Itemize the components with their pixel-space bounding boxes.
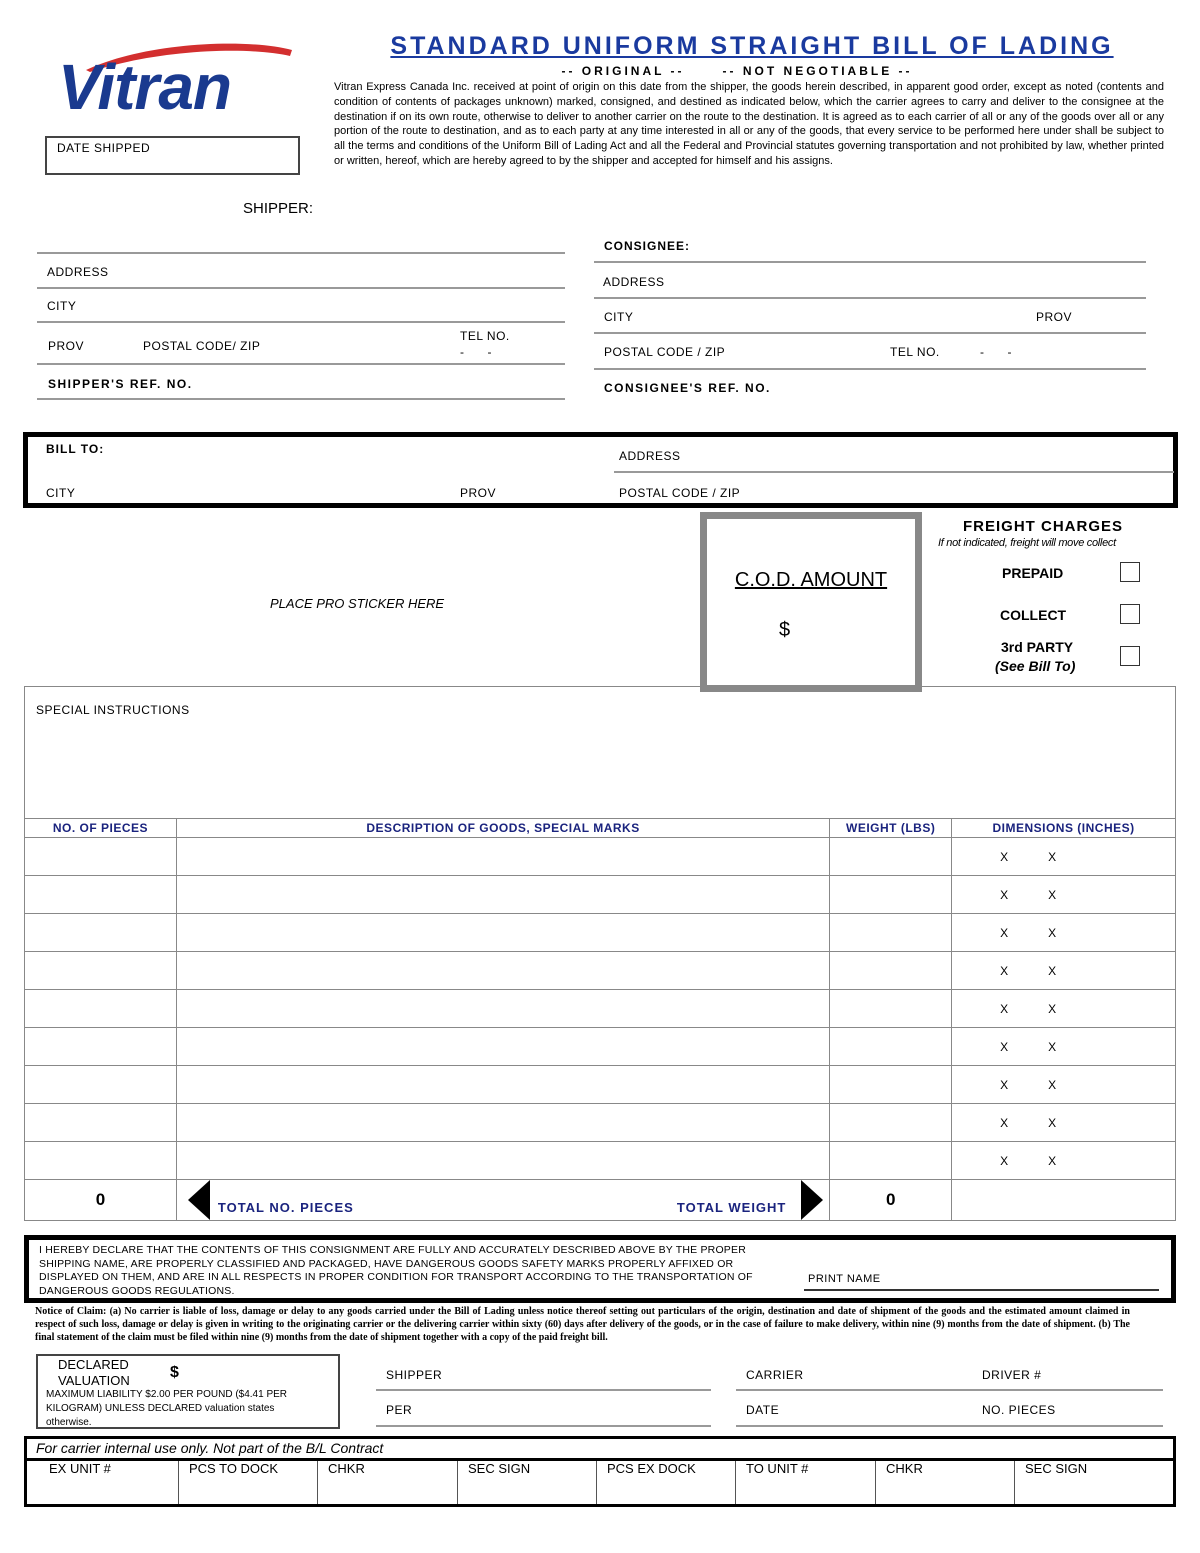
shipper-label: SHIPPER: [243, 200, 314, 217]
weight-cell[interactable] [830, 1104, 952, 1142]
dim-separator: X [1000, 849, 1009, 864]
collect-checkbox[interactable] [1120, 604, 1140, 624]
weight-cell[interactable] [830, 876, 952, 914]
print-name-label: PRINT NAME [808, 1273, 881, 1285]
shipper-name-line[interactable] [37, 252, 565, 254]
totals-row [25, 1180, 1176, 1221]
dim-separator: X [1000, 925, 1009, 940]
bill-to-postal-label: POSTAL CODE / ZIP [619, 486, 741, 500]
pro-sticker-placeholder: PLACE PRO STICKER HERE [270, 596, 445, 611]
dim-separator: X [1000, 1153, 1009, 1168]
dim-separator: X [1048, 963, 1057, 978]
dim-separator: X [1000, 1115, 1009, 1130]
dim-separator: X [1048, 887, 1057, 902]
sig-carrier-line[interactable] [736, 1389, 1163, 1391]
table-row [25, 990, 1176, 1028]
third-party-checkbox[interactable] [1120, 646, 1140, 666]
shipper-address-line[interactable] [37, 287, 565, 289]
valuation-currency: $ [170, 1364, 179, 1381]
table-row [25, 914, 1176, 952]
dim-separator: X [1000, 887, 1009, 902]
shipper-address-label: ADDRESS [47, 265, 109, 279]
carrier-field[interactable] [317, 1461, 457, 1504]
dimensions-cell[interactable] [952, 1104, 1176, 1142]
dimensions-cell[interactable] [952, 838, 1176, 876]
shipper-postal-label: POSTAL CODE/ ZIP [143, 339, 261, 353]
goods-header-row [25, 819, 1176, 838]
consignee-city-line[interactable] [594, 332, 1146, 334]
bill-to-prov-label: PROV [460, 486, 497, 500]
description-cell[interactable] [176, 1104, 829, 1142]
terms-paragraph: Vitran Express Canada Inc. received at point of origin on this date from the shipper, the goods herein described, in apparent good order, except as noted (contents and condition of contents of packages unknown) marked, consigned, and destined as indicated below, which the carrier agrees to carry and deliver to the consignee at the destination if on its own route, otherwise to deliver to another carrier on the route to the destination. It is agreed as to each carrier of all or any of the goods over all or any portion of the route to destination, and as to each party at any time interested in all or any of the goods, that every service to be performed here under shall be subject to all the terms and conditions of the Uniform Bill of Lading Act and all the Federal and Provincial statutes governing transportation and not prohibited by law, whether printed or written, hereof, which are hereby agreed to by the shipper and accepted for himself and his assigns. [334, 81, 1164, 167]
valuation-label-2: VALUATION [58, 1373, 130, 1388]
weight-cell[interactable] [830, 914, 952, 952]
dim-separator: X [1000, 1001, 1009, 1016]
consignee-postal-line[interactable] [594, 368, 1146, 370]
freight-charges-title: FREIGHT CHARGES [963, 518, 1124, 535]
table-row [25, 1066, 1176, 1104]
carrier-field-label: SEC SIGN [468, 1461, 531, 1476]
carrier-field[interactable] [27, 1461, 178, 1504]
bill-to-box [23, 432, 1178, 508]
notice-of-claim: Notice of Claim: (a) No carrier is liable of loss, damage or delay to any goods carried under the Bill of Lading unless notice thereof setting out particulars of the origin, destination and date of shipment of the goods and the estimated amount claimed in respect of such loss, damage or delay is given in writing to the originating carrier or the delivering carrier within sixty (60) days after delivery of the goods, or in the case of failure to make delivery, within nine (9) months from the date of shipment. (b) The final statement of the claim must be filed within nine (9) months from the date of shipment together with a copy of the paid freight bill. [35, 1306, 1130, 1343]
logo-text: Vitran [58, 51, 231, 123]
consignee-tel-dashes: - - [980, 345, 1012, 359]
dim-separator: X [1048, 925, 1057, 940]
dimensions-cell[interactable] [952, 952, 1176, 990]
description-cell[interactable] [176, 1142, 829, 1180]
goods-body [25, 838, 1176, 1180]
table-row [25, 838, 1176, 876]
totals-empty-cell [952, 1180, 1176, 1221]
header-pieces: NO. OF PIECES [25, 819, 177, 838]
cod-amount-label: C.O.D. AMOUNT [734, 569, 888, 591]
table-row [25, 1142, 1176, 1180]
dimensions-cell[interactable] [952, 876, 1176, 914]
pieces-cell[interactable] [25, 1066, 177, 1104]
description-cell[interactable] [176, 952, 829, 990]
valuation-note: MAXIMUM LIABILITY $2.00 PER POUND ($4.41 PER KILOGRAM) UNLESS DECLARED valuation states otherwise. [46, 1389, 288, 1428]
date-shipped-field[interactable] [45, 136, 300, 175]
totals-label-cell [176, 1180, 829, 1221]
table-row [25, 876, 1176, 914]
prepaid-label: PREPAID [1002, 565, 1064, 581]
dimensions-cell[interactable] [952, 1028, 1176, 1066]
total-weight-label: TOTAL WEIGHT [676, 1200, 787, 1215]
goods-table [24, 818, 1176, 1221]
declaration-text: I HEREBY DECLARE THAT THE CONTENTS OF THIS CONSIGNMENT ARE FULLY AND ACCURATELY DESCRIBED ABOVE BY THE PROPER SHIPPING NAME, ARE PROPERLY CLASSIFIED AND PACKAGED, HAVE DANGEROUS GOODS SAFETY MARKS PROPERLY AFFIXED OR DISPLAYED ON THEM, AND ARE IN ALL RESPECTS IN PROPER CONDITION FOR TRANSPORT ACCORDING TO THE TRANSPORTATION OF DANGEROUS GOODS REGULATIONS. [39, 1244, 753, 1297]
dimensions-cell[interactable] [952, 1066, 1176, 1104]
pieces-cell[interactable] [25, 838, 177, 876]
table-row [25, 952, 1176, 990]
sig-shipper-line[interactable] [376, 1389, 711, 1391]
shipper-ref-line[interactable] [37, 398, 565, 400]
dim-separator: X [1000, 963, 1009, 978]
dim-separator: X [1000, 1077, 1009, 1092]
carrier-field-label: EX UNIT # [49, 1461, 111, 1476]
shipper-ref-label: SHIPPER'S REF. NO. [48, 377, 193, 391]
sig-pieces-label: NO. PIECES [982, 1403, 1056, 1417]
shipper-prov-label: PROV [48, 339, 85, 353]
description-cell[interactable] [176, 838, 829, 876]
sig-shipper-label: SHIPPER [386, 1368, 443, 1382]
declared-valuation-box[interactable] [36, 1354, 340, 1429]
consignee-ref-label: CONSIGNEE'S REF. NO. [604, 381, 771, 395]
dim-separator: X [1048, 1001, 1057, 1016]
pieces-cell[interactable] [25, 952, 177, 990]
dim-separator: X [1000, 1039, 1009, 1054]
shipper-city-line[interactable] [37, 321, 565, 323]
carrier-field[interactable] [596, 1461, 735, 1504]
arrow-right-icon [801, 1180, 823, 1220]
pieces-cell[interactable] [25, 1028, 177, 1066]
dim-separator: X [1048, 1115, 1057, 1130]
carrier-field-label: PCS EX DOCK [607, 1461, 696, 1476]
carrier-use-box [24, 1436, 1176, 1507]
weight-cell[interactable] [830, 1066, 952, 1104]
header-dimensions: DIMENSIONS (INCHES) [952, 819, 1176, 838]
pieces-cell[interactable] [25, 876, 177, 914]
dim-separator: X [1048, 849, 1057, 864]
consignee-name-line[interactable] [594, 261, 1146, 263]
total-pieces-label: TOTAL NO. PIECES [217, 1200, 354, 1215]
carrier-field[interactable] [178, 1461, 317, 1504]
sig-per-label: PER [386, 1403, 413, 1417]
shipper-prov-line[interactable] [37, 363, 565, 365]
dim-separator: X [1048, 1077, 1057, 1092]
shipper-city-label: CITY [47, 299, 77, 313]
bill-to-address-line[interactable] [614, 471, 1174, 473]
carrier-field[interactable] [735, 1461, 875, 1504]
carrier-field-label: CHKR [328, 1461, 365, 1476]
consignee-city-label: CITY [604, 310, 634, 324]
carrier-field-label: SEC SIGN [1025, 1461, 1088, 1476]
bill-to-label: BILL TO: [46, 442, 105, 456]
description-cell[interactable] [176, 1028, 829, 1066]
weight-cell[interactable] [830, 838, 952, 876]
total-pieces-value: 0 [25, 1180, 177, 1221]
date-shipped-label: DATE SHIPPED [57, 141, 151, 155]
print-name-line[interactable] [804, 1289, 1159, 1291]
special-instructions-box[interactable] [24, 686, 1176, 819]
table-row [25, 1104, 1176, 1142]
carrier-field[interactable] [457, 1461, 596, 1504]
shipper-tel-dashes: - - [460, 345, 492, 359]
bill-to-city-label: CITY [46, 486, 76, 500]
weight-cell[interactable] [830, 952, 952, 990]
document-subtitle: -- ORIGINAL -- -- NOT NEGOTIABLE -- [561, 64, 913, 78]
cod-amount-box[interactable] [700, 512, 922, 692]
dim-separator: X [1048, 1153, 1057, 1168]
sig-driver-label: DRIVER # [982, 1368, 1042, 1382]
description-cell[interactable] [176, 990, 829, 1028]
description-cell[interactable] [176, 876, 829, 914]
carrier-field-label: TO UNIT # [746, 1461, 809, 1476]
pieces-cell[interactable] [25, 914, 177, 952]
carrier-field-label: PCS TO DOCK [189, 1461, 279, 1476]
third-party-label: 3rd PARTY [1001, 639, 1074, 655]
third-party-note: (See Bill To) [995, 658, 1076, 674]
dimensions-cell[interactable] [952, 990, 1176, 1028]
weight-cell[interactable] [830, 990, 952, 1028]
cod-currency: $ [779, 619, 791, 641]
dimensions-cell[interactable] [952, 914, 1176, 952]
consignee-postal-label: POSTAL CODE / ZIP [604, 345, 726, 359]
description-cell[interactable] [176, 1066, 829, 1104]
weight-cell[interactable] [830, 1028, 952, 1066]
carrier-field-label: CHKR [886, 1461, 923, 1476]
pieces-cell[interactable] [25, 1104, 177, 1142]
total-weight-value: 0 [830, 1180, 952, 1221]
document-title: STANDARD UNIFORM STRAIGHT BILL OF LADING [390, 32, 1114, 60]
prepaid-checkbox[interactable] [1120, 562, 1140, 582]
pieces-cell[interactable] [25, 990, 177, 1028]
carrier-use-title: For carrier internal use only. Not part of the B/L Contract [36, 1440, 384, 1456]
valuation-label-1: DECLARED [58, 1357, 129, 1372]
header-description: DESCRIPTION OF GOODS, SPECIAL MARKS [176, 819, 829, 838]
declaration-box [24, 1235, 1176, 1303]
sig-date-line[interactable] [736, 1425, 1163, 1427]
sig-date-label: DATE [746, 1403, 780, 1417]
carrier-use-fields [27, 1461, 1173, 1504]
table-row [25, 1028, 1176, 1066]
shipper-tel-label: TEL NO. [460, 329, 510, 343]
sig-per-line[interactable] [376, 1425, 711, 1427]
carrier-field[interactable] [875, 1461, 1014, 1504]
collect-label: COLLECT [1000, 607, 1067, 623]
bill-to-address-label: ADDRESS [619, 449, 681, 463]
dimensions-cell[interactable] [952, 1142, 1176, 1180]
consignee-prov-label: PROV [1036, 310, 1073, 324]
carrier-field[interactable] [1014, 1461, 1173, 1504]
arrow-left-icon [188, 1180, 210, 1220]
special-instructions-label: SPECIAL INSTRUCTIONS [36, 703, 190, 717]
pieces-cell[interactable] [25, 1142, 177, 1180]
description-cell[interactable] [176, 914, 829, 952]
sig-carrier-label: CARRIER [746, 1368, 804, 1382]
weight-cell[interactable] [830, 1142, 952, 1180]
consignee-tel-label: TEL NO. [890, 345, 940, 359]
dim-separator: X [1048, 1039, 1057, 1054]
header-weight: WEIGHT (LBS) [830, 819, 952, 838]
consignee-address-label: ADDRESS [603, 275, 665, 289]
consignee-label: CONSIGNEE: [604, 239, 691, 253]
consignee-address-line[interactable] [594, 297, 1146, 299]
freight-charges-note: If not indicated, freight will move collect [938, 537, 1116, 549]
vitran-logo [56, 36, 296, 123]
